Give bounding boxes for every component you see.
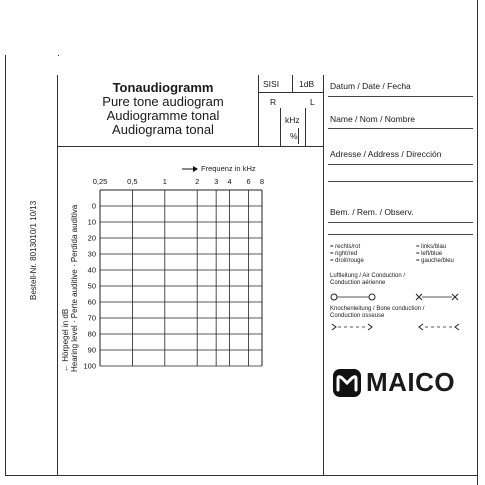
level-tick-label: 70 xyxy=(87,313,96,323)
x-axis-label: Frequenz in kHz xyxy=(181,164,256,173)
freq-tick-label: 0,5 xyxy=(127,177,138,186)
freq-tick-label: 2 xyxy=(195,177,200,186)
address-label: Adresse / Address / Dirección xyxy=(330,149,442,159)
title-es: Audiograma tonal xyxy=(112,122,214,137)
freq-tick-label: 1 xyxy=(162,177,167,186)
level-tick-label: 20 xyxy=(87,233,96,243)
freq-tick-label: 8 xyxy=(259,177,265,186)
sisi-db: 1dB xyxy=(299,79,315,89)
down-arrow-icon: ← xyxy=(61,361,70,372)
maico-wordmark: MAICO xyxy=(366,367,456,397)
level-tick-label: 10 xyxy=(87,217,96,227)
title-fr: Audiogramme tonal xyxy=(106,108,220,123)
title-en: Pure tone audiogram xyxy=(102,94,224,109)
freq-tick-label: 0,25 xyxy=(92,177,108,186)
sisi-right: R xyxy=(270,97,277,107)
level-tick-label: 40 xyxy=(87,265,96,275)
legend-right-ear: = rechts/rot = right/red = droit/rouge xyxy=(330,244,364,264)
sisi-percent: % xyxy=(290,131,298,141)
level-tick-label: 80 xyxy=(87,329,96,339)
sisi-left: L xyxy=(310,97,315,107)
order-number: Bestell-Nr. 8013010/1 10/13 xyxy=(29,200,38,300)
freq-tick-label: 6 xyxy=(246,177,251,186)
freq-tick-label: 3 xyxy=(214,177,219,186)
bone-conduction-title: Knochenleitung / Bone conduction / Conduction osseuse xyxy=(330,306,425,319)
legend-left-ear: = links/blau = left/blue = gauche/bleu xyxy=(416,244,454,264)
y-axis-label-multilang: Hearing level · Perte auditive · Perdida auditiva xyxy=(70,204,79,372)
title-de: Tonaudiogramm xyxy=(112,80,214,95)
level-tick-label: 0 xyxy=(91,201,96,211)
date-label: Datum / Date / Fecha xyxy=(330,81,411,91)
sisi-label: SISI xyxy=(263,79,280,89)
audiogram-card xyxy=(3,0,480,485)
audiogram-grid[interactable] xyxy=(3,0,480,485)
level-tick-label: 60 xyxy=(87,297,96,307)
name-label: Name / Nom / Nombre xyxy=(330,114,416,124)
freq-tick-label: 4 xyxy=(227,177,232,186)
air-conduction-title: Luftleitung / Air Conduction / Conduction aérienne xyxy=(330,273,406,286)
remarks-label: Bem. / Rem. / Observ. xyxy=(330,207,414,217)
level-tick-label: 90 xyxy=(87,345,96,355)
sisi-khz: kHz xyxy=(285,115,300,125)
y-axis-label-de: ← Hörpegel in dB xyxy=(61,308,70,372)
level-tick-label: 50 xyxy=(87,281,96,291)
level-tick-label: 100 xyxy=(83,361,96,371)
level-tick-label: 30 xyxy=(87,249,96,259)
